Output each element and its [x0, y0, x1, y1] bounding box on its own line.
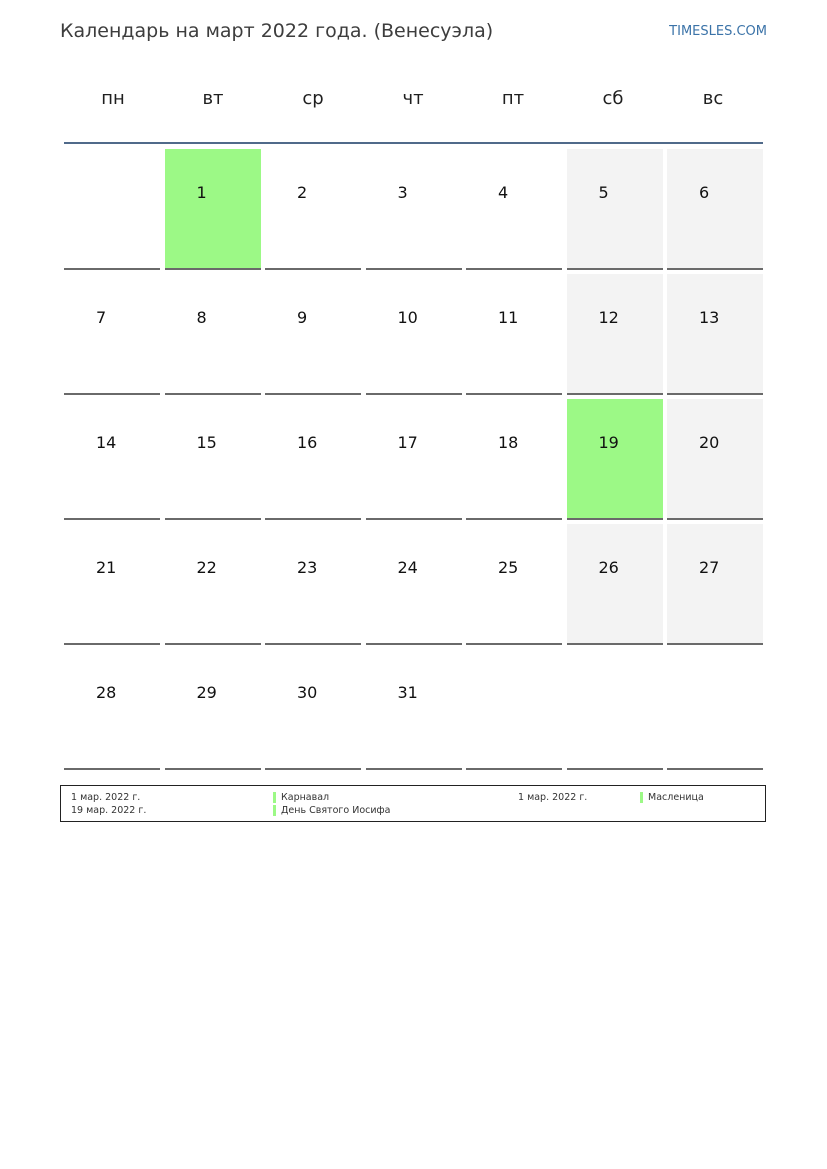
day-number: 25 [498, 558, 519, 577]
day-cell [265, 399, 361, 520]
day-number: 20 [699, 433, 720, 452]
day-cell [165, 274, 261, 395]
day-number: 26 [598, 558, 619, 577]
day-number: 14 [96, 433, 117, 452]
weekday-label: сб [602, 88, 624, 109]
day-number: 18 [498, 433, 519, 452]
day-number: 21 [96, 558, 117, 577]
weekday-label: вс [702, 88, 724, 109]
legend-date: 19 мар. 2022 г. [71, 805, 147, 816]
page-title: Календарь на март 2022 года. (Венесуэла) [60, 20, 494, 42]
legend-holiday-name: Карнавал [281, 792, 330, 803]
weekday-label: вт [202, 88, 224, 109]
day-number: 16 [297, 433, 318, 452]
empty-day-cell [667, 649, 763, 770]
day-cell [667, 399, 763, 520]
day-number: 9 [297, 308, 308, 327]
legend-holiday-name: Масленица [648, 792, 704, 803]
holiday-color-marker [273, 805, 276, 816]
day-cell [466, 399, 562, 520]
day-number: 19 [598, 433, 619, 452]
holiday-color-marker [640, 792, 643, 803]
day-number: 1 [196, 183, 207, 202]
day-cell [165, 399, 261, 520]
day-number: 8 [196, 308, 207, 327]
day-number: 7 [96, 308, 107, 327]
day-cell [466, 274, 562, 395]
day-number: 24 [397, 558, 418, 577]
legend-holiday-name: День Святого Иосифа [281, 805, 391, 816]
day-cell [366, 399, 462, 520]
day-cell [667, 149, 763, 270]
day-number: 17 [397, 433, 418, 452]
day-cell [366, 274, 462, 395]
holiday-day-cell [165, 149, 261, 270]
day-number: 5 [598, 183, 609, 202]
day-number: 10 [397, 308, 418, 327]
day-number: 30 [297, 683, 318, 702]
day-cell [567, 274, 663, 395]
day-number: 29 [196, 683, 217, 702]
day-number: 15 [196, 433, 217, 452]
day-cell [64, 399, 160, 520]
day-cell [366, 649, 462, 770]
weekday-label: пн [101, 88, 125, 109]
weekday-label: чт [402, 88, 424, 109]
day-cell [64, 649, 160, 770]
legend-date: 1 мар. 2022 г. [518, 792, 588, 803]
day-number: 12 [598, 308, 619, 327]
day-number: 3 [397, 183, 408, 202]
calendar-grid [64, 149, 764, 770]
day-cell [64, 524, 160, 645]
empty-day-cell [64, 149, 160, 270]
holiday-legend [60, 785, 766, 822]
brand-link[interactable]: TIMESLES.COM [669, 24, 767, 39]
day-number: 2 [297, 183, 308, 202]
day-cell [567, 524, 663, 645]
header-divider [64, 142, 763, 144]
empty-day-cell [466, 649, 562, 770]
day-number: 31 [397, 683, 418, 702]
holiday-day-cell [567, 399, 663, 520]
day-cell [265, 149, 361, 270]
day-cell [466, 149, 562, 270]
day-cell [165, 649, 261, 770]
legend-date: 1 мар. 2022 г. [71, 792, 141, 803]
weekday-label: ср [302, 88, 324, 109]
day-cell [265, 524, 361, 645]
day-cell [466, 524, 562, 645]
day-cell [265, 274, 361, 395]
day-cell [64, 274, 160, 395]
day-cell [567, 149, 663, 270]
day-cell [265, 649, 361, 770]
day-number: 4 [498, 183, 509, 202]
day-cell [667, 274, 763, 395]
holiday-color-marker [273, 792, 276, 803]
day-number: 27 [699, 558, 720, 577]
empty-day-cell [567, 649, 663, 770]
day-number: 23 [297, 558, 318, 577]
day-number: 28 [96, 683, 117, 702]
weekday-label: пт [501, 88, 525, 109]
day-number: 13 [699, 308, 720, 327]
day-number: 6 [699, 183, 710, 202]
day-number: 22 [196, 558, 217, 577]
day-cell [366, 524, 462, 645]
day-cell [366, 149, 462, 270]
day-number: 11 [498, 308, 519, 327]
day-cell [165, 524, 261, 645]
weekday-header-row [63, 88, 763, 120]
day-cell [667, 524, 763, 645]
